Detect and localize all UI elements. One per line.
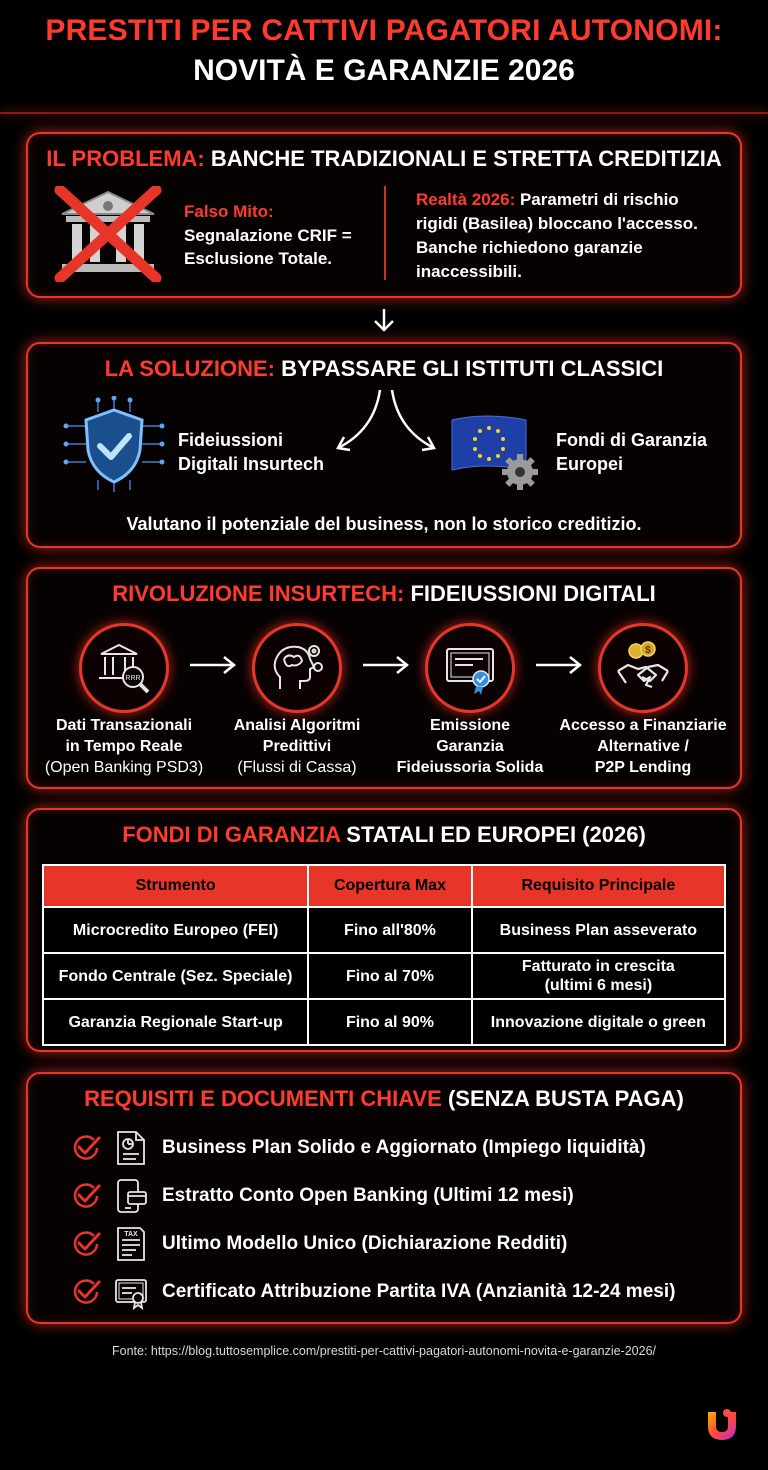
step-2-circle (252, 623, 342, 713)
list-item (72, 1130, 722, 1166)
soluzione-footer: Valutano il potenziale del business, non lo storico creditizio. (126, 514, 642, 534)
table-cell: Innovazione digitale o green (472, 999, 725, 1045)
fondi-europei-text (556, 428, 707, 476)
title-divider (0, 112, 768, 114)
mito-label: Falso Mito: (184, 202, 274, 221)
fondi-table (42, 864, 726, 1046)
table-cell: Garanzia Regionale Start-up (43, 999, 308, 1045)
title-line-1: PRESTITI PER CATTIVI PAGATORI AUTONOMI: (45, 14, 723, 47)
check-icon (72, 1134, 102, 1162)
problema-heading (28, 146, 740, 172)
vertical-divider (384, 186, 386, 280)
table-cell-line: Fatturato in crescita (521, 958, 675, 975)
fideiussioni-text (178, 428, 324, 476)
step-arrow-icon (188, 653, 238, 677)
handshake-coin-icon (616, 641, 670, 695)
step-2-label: Analisi Algoritmi Predittivi (Flussi di Cassa) (233, 717, 361, 776)
requisito-label: Business Plan Solido e Aggiornato (Impiego liquidità) (162, 1137, 646, 1158)
requisito-label: Certificato Attribuzione Partita IVA (Anzianità 12-24 mesi) (162, 1281, 676, 1302)
table-cell: Fino al 70% (308, 953, 472, 999)
fondi-card (26, 808, 742, 1052)
certificate-icon (443, 641, 497, 695)
requisiti-heading (28, 1086, 740, 1112)
table-row (43, 953, 725, 999)
step-arrow-icon (361, 653, 411, 677)
table-row (43, 907, 725, 953)
realta-line-1: Parametri di rischio (519, 190, 679, 209)
list-item (72, 1226, 722, 1262)
fondi-line-2: Europei (556, 454, 624, 474)
brand-logo-icon (702, 1404, 742, 1444)
check-icon (72, 1230, 102, 1258)
fondi-heading-white: STATALI ED EUROPEI (2026) (346, 822, 646, 847)
soluzione-heading-white: BYPASSARE GLI ISTITUTI CLASSICI (281, 356, 664, 381)
table-row (43, 999, 725, 1045)
insurtech-card (26, 567, 742, 789)
title-line-2: NOVITÀ E GARANZIE 2026 (193, 54, 575, 87)
step-1-label: Dati Transazionali in Tempo Reale (Open Banking PSD3) (44, 717, 204, 776)
fideiussioni-line-1: Fideiussioni (178, 430, 284, 450)
realta-line-2: rigidi (Basilea) bloccano l'accesso. (416, 214, 698, 233)
table-cell (472, 953, 725, 999)
phone-card-icon (114, 1178, 148, 1214)
problema-card (26, 132, 742, 298)
certificate-icon (114, 1274, 148, 1310)
requisito-label: Ultimo Modello Unico (Dichiarazione Redditi) (162, 1233, 568, 1254)
soluzione-heading-red: LA SOLUZIONE: (104, 356, 275, 381)
svg-text:$: $ (645, 645, 651, 656)
tax-document-icon (114, 1226, 148, 1262)
fondi-heading (28, 822, 740, 848)
mito-line-1: Segnalazione CRIF = (184, 226, 352, 245)
column-header: Copertura Max (308, 865, 472, 907)
soluzione-heading (28, 356, 740, 382)
column-header: Strumento (43, 865, 308, 907)
table-cell: Microcredito Europeo (FEI) (43, 907, 308, 953)
insurtech-heading (28, 581, 740, 607)
column-header: Requisito Principale (472, 865, 725, 907)
down-arrow-icon (370, 306, 398, 334)
step-4-label: Accesso a Finanziarie Alternative / P2P Lending (559, 717, 727, 776)
list-item (72, 1178, 722, 1214)
insurtech-heading-white: FIDEIUSSIONI DIGITALI (410, 581, 656, 606)
problema-heading-red: IL PROBLEMA: (46, 146, 205, 171)
step-1-circle (79, 623, 169, 713)
shield-circuit-icon (62, 396, 166, 494)
realta-line-4: inaccessibili. (416, 262, 522, 281)
table-cell: Fondo Centrale (Sez. Speciale) (43, 953, 308, 999)
requisiti-heading-red: REQUISITI E DOCUMENTI CHIAVE (84, 1086, 442, 1111)
eu-flag-gear-icon (446, 412, 542, 492)
svg-text:RRR: RRR (125, 675, 141, 682)
source-text: Fonte: https://blog.tuttosemplice.com/prestiti-per-cattivi-pagatori-autonomi-novita-e-garanzie-2026/ (111, 1344, 656, 1358)
step-3-circle (425, 623, 515, 713)
table-header-row (43, 865, 725, 907)
list-item (72, 1274, 722, 1310)
requisiti-card (26, 1072, 742, 1324)
table-cell: Fino al 90% (308, 999, 472, 1045)
mito-text (184, 224, 384, 270)
realta-text (416, 188, 736, 284)
brain-gears-icon (270, 641, 324, 695)
bank-magnifier-icon (97, 641, 151, 695)
mito-line-2: Esclusione Totale. (184, 249, 333, 268)
crossed-bank-icon (54, 186, 162, 282)
problema-heading-white: BANCHE TRADIZIONALI E STRETTA CREDITIZIA (210, 146, 722, 171)
realta-line-3: Banche richiedono garanzie (416, 238, 643, 257)
step-4-circle (598, 623, 688, 713)
page-title (0, 14, 768, 88)
check-icon (72, 1278, 102, 1306)
fondi-heading-red: FONDI DI GARANZIA (122, 822, 341, 847)
step-arrow-icon (534, 653, 584, 677)
split-arrows-icon (326, 386, 446, 456)
soluzione-card (26, 342, 742, 548)
step-3-label: Emissione Garanzia Fideiussoria Solida (396, 717, 544, 776)
check-icon (72, 1182, 102, 1210)
realta-label: Realtà 2026: (416, 190, 516, 209)
insurtech-heading-red: RIVOLUZIONE INSURTECH: (112, 581, 405, 606)
svg-text:TAX: TAX (124, 1231, 138, 1238)
table-cell: Fino all'80% (308, 907, 472, 953)
table-cell-line: (ultimi 6 mesi) (544, 977, 653, 994)
fondi-line-1: Fondi di Garanzia (556, 430, 708, 450)
requisito-label: Estratto Conto Open Banking (Ultimi 12 mesi) (162, 1185, 574, 1206)
fideiussioni-line-2: Digitali Insurtech (178, 454, 325, 474)
table-cell: Business Plan asseverato (472, 907, 725, 953)
chart-document-icon (114, 1130, 148, 1166)
requisiti-heading-white: (SENZA BUSTA PAGA) (447, 1086, 684, 1111)
